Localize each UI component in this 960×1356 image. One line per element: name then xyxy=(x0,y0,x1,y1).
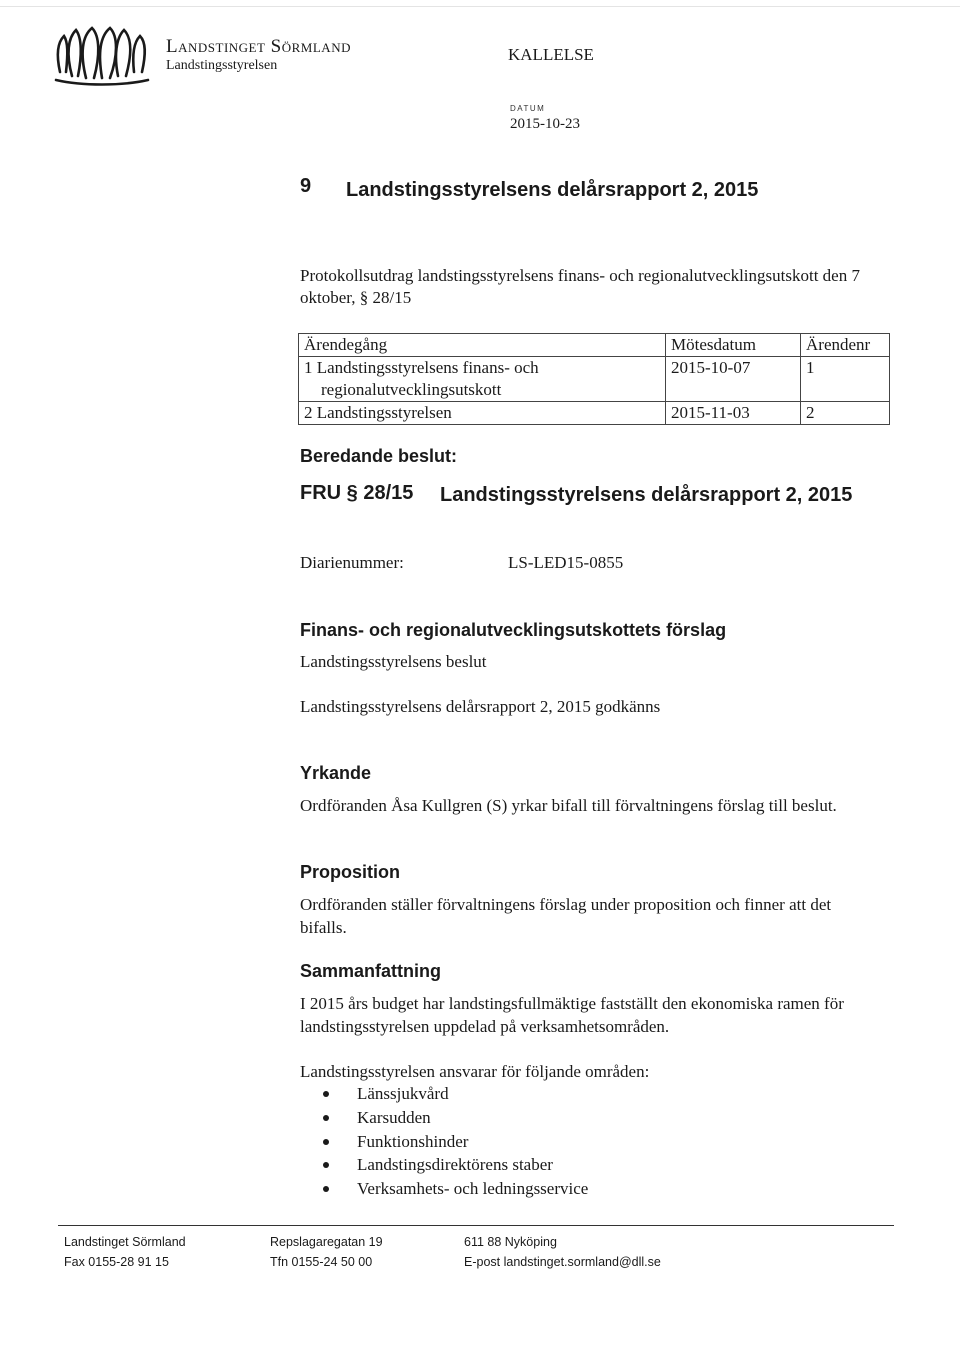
column-header: Ärendenr xyxy=(801,334,890,357)
protocol-text: Protokollsutdrag landstingsstyrelsens finans- och regionalutvecklingsutskott den 7 oktober, § 28/15 xyxy=(300,266,860,307)
item-number: 9 xyxy=(300,175,312,197)
footer-fax: Fax 0155-28 91 15 xyxy=(64,1255,169,1269)
step-name-cont: regionalutvecklingsutskott xyxy=(321,380,502,399)
proposition-text: Ordföranden ställer förvaltningens förslag under proposition och finner att det bifalls. xyxy=(300,895,832,937)
fru-title: Landstingsstyrelsens delårsrapport 2, 2015 xyxy=(440,484,853,506)
areas-list xyxy=(318,1082,588,1201)
beredande-heading: Beredande beslut: xyxy=(300,446,458,466)
sammanfattning-text: I 2015 års budget har landstingsfullmäktige fastställt den ekonomiska ramen för landstingsstyrelsen uppdelad på verksamhetsområden. xyxy=(300,994,844,1036)
table-row xyxy=(299,357,890,402)
scan-edge-line xyxy=(0,6,960,7)
footer-city: 611 88 Nyköping xyxy=(464,1235,557,1249)
org-name: Landstinget Sörmland xyxy=(166,36,351,57)
diarienummer-value: LS-LED15-0855 xyxy=(508,553,624,572)
case-number: 2 xyxy=(801,402,890,425)
case-number: 1 xyxy=(801,357,890,402)
sammanfattning-areas-intro: Landstingsstyrelsen ansvarar för följande områden: xyxy=(300,1062,650,1081)
forslag-text: Landstingsstyrelsens beslut xyxy=(300,652,487,671)
document-type: KALLELSE xyxy=(508,45,594,64)
list-item: Funktionshinder xyxy=(318,1130,588,1154)
footer-phone: Tfn 0155-24 50 00 xyxy=(270,1255,373,1269)
process-table xyxy=(298,333,890,425)
table-row xyxy=(299,402,890,425)
list-item: Verksamhets- och ledningsservice xyxy=(318,1177,588,1201)
table-cell xyxy=(299,357,666,402)
meeting-date: 2015-11-03 xyxy=(666,402,801,425)
footer-divider xyxy=(58,1225,894,1226)
list-item: Karsudden xyxy=(318,1106,588,1130)
footer-email: E-post landstinget.sormland@dll.se xyxy=(464,1255,661,1269)
item-title: Landstingsstyrelsens delårsrapport 2, 2015 xyxy=(346,179,759,201)
table-header-row xyxy=(299,334,890,357)
list-item: Landstingsdirektörens staber xyxy=(318,1153,588,1177)
date-label: DATUM xyxy=(510,104,546,113)
step-name: 1 Landstingsstyrelsens finans- och xyxy=(304,358,539,377)
org-subtitle: Landstingsstyrelsen xyxy=(166,58,278,73)
proposition-heading: Proposition xyxy=(300,862,400,882)
footer-org: Landstinget Sörmland xyxy=(64,1235,186,1249)
footer-street: Repslagaregatan 19 xyxy=(270,1235,383,1249)
list-item: Länssjukvård xyxy=(318,1082,588,1106)
landsting-logo-icon xyxy=(52,24,152,86)
fru-reference: FRU § 28/15 xyxy=(300,482,414,504)
column-header: Mötesdatum xyxy=(666,334,801,357)
yrkande-heading: Yrkande xyxy=(300,763,372,783)
sammanfattning-heading: Sammanfattning xyxy=(300,961,442,981)
column-header: Ärendegång xyxy=(299,334,666,357)
meeting-date: 2015-10-07 xyxy=(666,357,801,402)
diarienummer-label: Diarienummer: xyxy=(300,553,404,572)
forslag-decision: Landstingsstyrelsens delårsrapport 2, 2015 godkänns xyxy=(300,697,661,716)
step-name: 2 Landstingsstyrelsen xyxy=(299,402,666,425)
forslag-heading: Finans- och regionalutvecklingsutskottets förslag xyxy=(300,620,727,640)
date-value: 2015-10-23 xyxy=(510,116,580,132)
yrkande-text: Ordföranden Åsa Kullgren (S) yrkar bifall till förvaltningens förslag till beslut. xyxy=(300,796,837,815)
